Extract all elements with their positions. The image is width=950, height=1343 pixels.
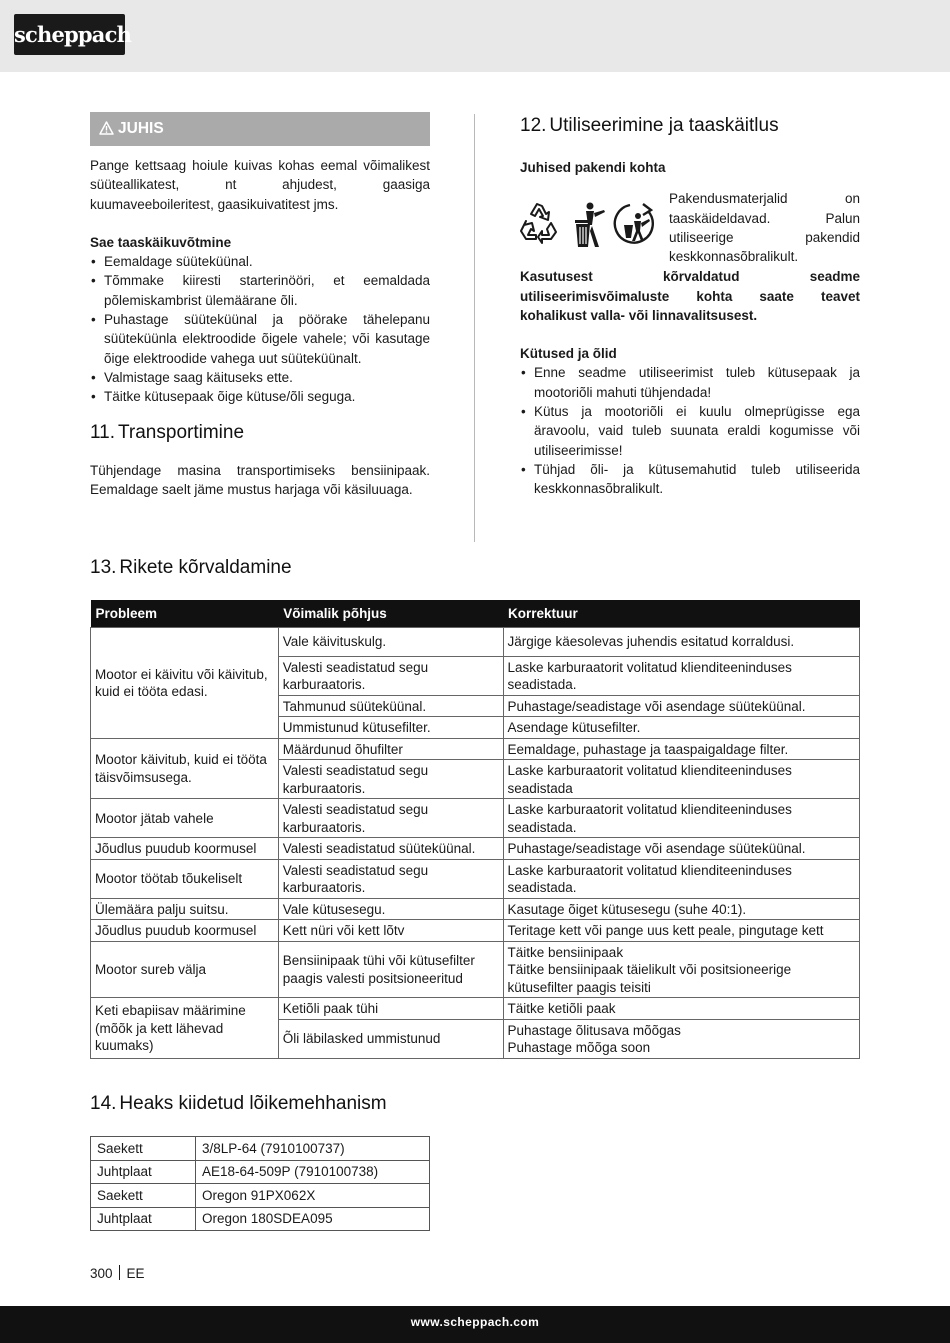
fix-cell: Järgige käesolevas juhendis esitatud korraldusi. (503, 627, 860, 656)
fix-cell: Eemaldage, puhastage ja taaspaigaldage filter. (503, 738, 860, 760)
cause-cell: Bensiinipaak tühi või kütusefilter paagis valesti positsioneeritud (278, 941, 503, 998)
list-item: • Puhastage süüteküünal ja pöörake tähelepanu süüteküünla elektroodide õigele vahele; või kasutage õige elektroodide vahega uut süüteküünalt. (90, 310, 430, 368)
problem-cell: Keti ebapiisav määrimine (mõõk ja kett lähevad kuumaks) (91, 998, 279, 1059)
warning-title: JUHIS (118, 120, 164, 137)
problem-cell: Mootor käivitub, kuid ei tööta täisvõimsusega. (91, 738, 279, 799)
section-number: 12. (520, 115, 547, 136)
value-cell: Oregon 180SDEA095 (196, 1207, 430, 1231)
list-item: • Täitke kütusepaak õige kütuse/õli seguga. (90, 387, 430, 406)
table-row (91, 859, 860, 898)
fix-cell: Teritage kett või pange uus kett peale, pingutage kett (503, 920, 860, 942)
problem-cell: Mootor jätab vahele (91, 799, 279, 838)
cause-cell: Kett nüri või kett lõtv (278, 920, 503, 942)
table-row (91, 1207, 430, 1231)
part-cell: Juhtplaat (91, 1160, 196, 1184)
part-cell: Juhtplaat (91, 1207, 196, 1231)
fuel-heading: Kütused ja õlid (520, 346, 617, 362)
column-header: Võimalik põhjus (278, 600, 503, 627)
section-number: 11. (90, 421, 116, 443)
cause-cell: Vale käivituskulg. (278, 627, 503, 656)
part-cell: Saekett (91, 1137, 196, 1161)
cause-cell: Ummistunud kütusefilter. (278, 717, 503, 739)
page-separator (119, 1265, 120, 1280)
section-title: Transportimine (118, 421, 245, 443)
list-item: • Eemaldage süüteküünal. (90, 252, 430, 271)
column-header: Korrektuur (503, 600, 860, 627)
scheppach-logo: scheppach (14, 14, 125, 55)
cause-cell: Valesti seadistatud segu karburaatoris. (278, 760, 503, 799)
cutting-equipment-table (90, 1136, 430, 1231)
fix-line: Puhastage õlitusava mõõgas (507, 1022, 681, 1038)
cause-cell: Tahmunud süüteküünal. (278, 695, 503, 717)
column-header: Probleem (91, 600, 279, 627)
list-item: • Enne seadme utiliseerimist tuleb kütusepaak ja mootoriõli mahuti tühjendada! (520, 363, 860, 402)
table-row (91, 1137, 430, 1161)
fix-cell: Täitke ketiõli paak (503, 998, 860, 1020)
footer-bar (0, 1306, 950, 1343)
section-11-heading (90, 421, 430, 445)
cause-cell: Määrdunud õhufilter (278, 738, 503, 760)
recycling-symbols-icon (520, 199, 662, 249)
table-header-row (91, 600, 860, 627)
problem-cell: Jõudlus puudub koormusel (91, 920, 279, 942)
table-row (91, 998, 860, 1020)
section-12-heading (520, 114, 860, 138)
table-row (91, 627, 860, 656)
section-title: Heaks kiidetud lõikemehhanism (119, 1093, 387, 1114)
fix-line: Täitke bensiinipaak täielikult või positsioneerige kütusefilter paagis teisiti (507, 962, 792, 995)
fix-cell: Laske karburaatorit volitatud klienditeeninduses seadistada. (503, 859, 860, 898)
list-item: • Kütus ja mootoriõli ei kuulu olmeprügisse ega äravoolu, vaid tuleb suunata eraldi kogumisse või utiliseerimisse! (520, 402, 860, 460)
table-row (91, 941, 860, 998)
fix-cell: Puhastage/seadistage või asendage süüteküünal. (503, 838, 860, 860)
fuel-list (520, 363, 860, 498)
fix-cell (503, 941, 860, 998)
transport-text: Tühjendage masina transportimiseks bensiinipaak. Eemaldage saelt jäme mustus harjaga või käsiluuaga. (90, 462, 430, 497)
right-column (520, 114, 860, 499)
list-item: • Tõmmake kiiresti starterinööri, et eemaldada põlemiskambrist ülemäärane õli. (90, 271, 430, 310)
storage-heading: Sae taaskäikuvõtmine (90, 234, 232, 250)
cause-cell: Valesti seadistatud süüteküünal. (278, 838, 503, 860)
table-row (91, 1184, 430, 1208)
page-number (90, 1264, 145, 1283)
cause-cell: Õli läbilasked ummistunud (278, 1019, 503, 1058)
language-code: EE (126, 1266, 145, 1281)
list-item: • Valmistage saag käituseks ette. (90, 368, 430, 387)
fix-cell: Laske karburaatorit volitatud klienditeeninduses seadistada. (503, 656, 860, 695)
warning-triangle-icon (99, 114, 114, 148)
problem-cell: Mootor töötab tõukeliselt (91, 859, 279, 898)
table-row (91, 898, 860, 920)
section-number: 14. (90, 1093, 117, 1114)
footer-url[interactable]: www.scheppach.com (410, 1315, 540, 1329)
warning-text: Pange kettsaag hoiule kuivas kohas eemal võimalikest süüteallikatest, nt ahjudest, gaasiga kuumaveeboileritest, gaasikuivatitest jms. (90, 158, 430, 212)
fix-cell: Laske karburaatorit volitatud klienditeeninduses seadistada. (503, 799, 860, 838)
left-column (90, 112, 430, 499)
fix-cell: Asendage kütusefilter. (503, 717, 860, 739)
section-title: Utiliseerimine ja taaskäitlus (549, 115, 779, 136)
table-row (91, 838, 860, 860)
packaging-text: Pakendusmaterjalid on taaskäideldavad. Palun utiliseerige pakendid keskkonnasõbralikult. (669, 191, 860, 265)
fix-cell (503, 1019, 860, 1058)
problem-cell: Ülemäära palju suitsu. (91, 898, 279, 920)
cause-cell: Valesti seadistatud segu karburaatoris. (278, 656, 503, 695)
disposal-info: Kasutusest kõrvaldatud seadme utiliseerimisvõimaluste kohta saate teavet kohalikust valla- või linnavalitsusest. (520, 269, 860, 323)
value-cell: 3/8LP-64 (7910100737) (196, 1137, 430, 1161)
column-divider (474, 114, 475, 542)
warning-box (90, 112, 430, 146)
cause-cell: Vale kütusesegu. (278, 898, 503, 920)
table-row (91, 920, 860, 942)
cause-cell: Ketiõli paak tühi (278, 998, 503, 1020)
header-bar (0, 0, 950, 72)
fix-line: Täitke bensiinipaak (507, 944, 624, 960)
section-13-heading-wrap (90, 556, 860, 580)
section-title: Rikete kõrvaldamine (119, 557, 292, 578)
list-item: • Tühjad õli- ja kütusemahutid tuleb utiliseerida keskkonnasõbralikult. (520, 460, 860, 499)
part-cell: Saekett (91, 1184, 196, 1208)
section-13-heading (90, 556, 860, 580)
problem-cell: Jõudlus puudub koormusel (91, 838, 279, 860)
fix-cell: Laske karburaatorit volitatud klienditeeninduses seadistada (503, 760, 860, 799)
table-row (91, 1160, 430, 1184)
section-number: 13. (90, 557, 117, 578)
packaging-block (520, 189, 860, 265)
value-cell: Oregon 91PX062X (196, 1184, 430, 1208)
packaging-heading: Juhised pakendi kohta (520, 160, 666, 175)
problem-cell: Mootor sureb välja (91, 941, 279, 998)
value-cell: AE18-64-509P (7910100738) (196, 1160, 430, 1184)
section-14-heading (90, 1092, 590, 1116)
fix-cell: Puhastage/seadistage või asendage süüteküünal. (503, 695, 860, 717)
page-number-value: 300 (90, 1266, 113, 1281)
cause-cell: Valesti seadistatud segu karburaatoris. (278, 859, 503, 898)
cause-cell: Valesti seadistatud segu karburaatoris. (278, 799, 503, 838)
fix-line: Puhastage mõõga soon (507, 1040, 651, 1055)
troubleshooting-table (90, 600, 860, 1059)
storage-list (90, 252, 430, 406)
fix-cell: Kasutage õiget kütusesegu (suhe 40:1). (503, 898, 860, 920)
table-row (91, 799, 860, 838)
problem-cell: Mootor ei käivitu või käivitub, kuid ei tööta edasi. (91, 627, 279, 738)
table-row (91, 738, 860, 760)
section-14-heading-wrap (90, 1092, 590, 1116)
